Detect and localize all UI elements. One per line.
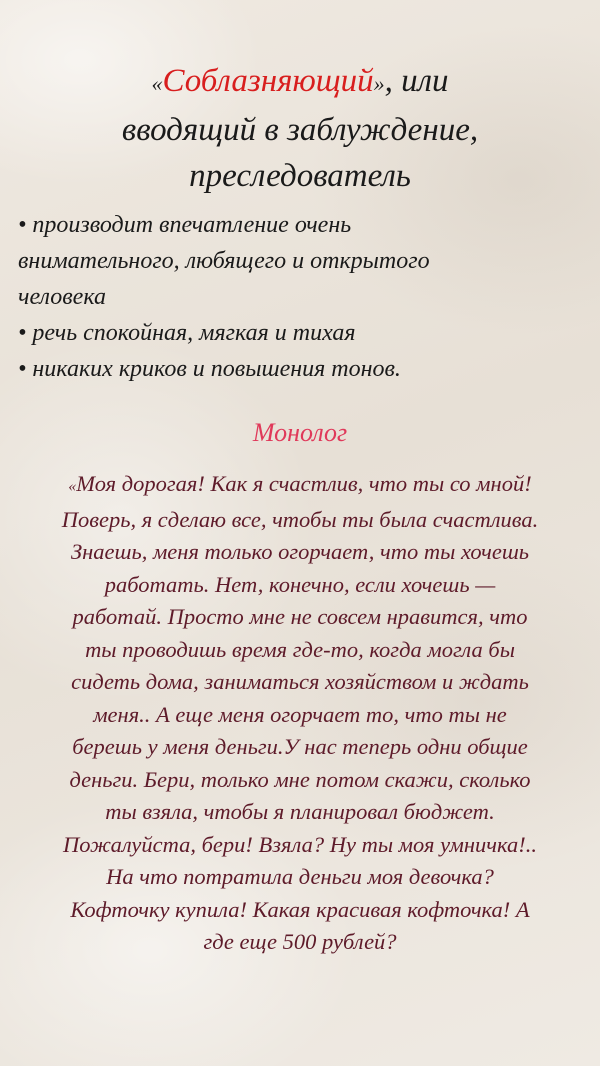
monologue-line: ты взяла, чтобы я планировал бюджет.	[105, 799, 495, 824]
monologue-line: где еще 500 рублей?	[203, 929, 397, 954]
monologue-line: берешь у меня деньги.У нас теперь одни общие	[72, 734, 528, 759]
monologue-line: сидеть дома, заниматься хозяйством и ждать	[71, 669, 529, 694]
monologue-line: Пожалуйста, бери! Взяла? Ну ты моя умничка!..	[63, 831, 537, 857]
bullet-list	[18, 207, 593, 387]
bullet-item	[18, 315, 593, 351]
title-open-quote: «	[151, 71, 163, 96]
bullet-item	[18, 351, 593, 387]
monologue-text	[20, 468, 580, 959]
monologue-line: Знаешь, меня только огорчает, что ты хочешь	[70, 539, 530, 564]
monologue-line-text: Моя дорогая! Как я счастлив, что ты со мной!	[76, 471, 532, 496]
title-close-quote: »	[373, 71, 385, 96]
bullet-line: • никаких криков и повышения тонов.	[18, 356, 401, 382]
bullet-line: внимательного, любящего и открытого	[18, 248, 430, 274]
title-line-1	[60, 58, 540, 107]
monologue-line: На что потратила деньги моя девочка?	[106, 864, 494, 889]
monologue-line: меня.. А еще меня огорчает то, что ты не	[93, 701, 507, 727]
bullet-line: • речь спокойная, мягкая и тихая	[18, 320, 356, 346]
bullet-line: человека	[18, 284, 106, 310]
monologue-line: ты проводишь время где-то, когда могла бы	[85, 636, 515, 662]
monologue-heading: Монолог	[252, 418, 348, 447]
bullet-item	[18, 207, 593, 315]
bullet-line: • производит впечатление очень	[18, 212, 352, 238]
title-highlight: Соблазняющий	[162, 63, 374, 99]
monologue-line: деньги. Бери, только мне потом скажи, сколько	[69, 766, 531, 792]
monologue-open-quote: «	[68, 478, 77, 495]
monologue-line: работать. Нет, конечно, если хочешь —	[104, 571, 496, 597]
slide-title	[60, 58, 540, 199]
title-line-1-rest: , или	[384, 63, 449, 99]
title-line-3: преследователь	[189, 158, 411, 194]
monologue-line: Поверь, я сделаю все, чтобы ты была счастлива.	[61, 506, 539, 532]
monologue-line: работай. Просто мне не совсем нравится, что	[72, 604, 528, 629]
monologue-line: Кофточку купила! Какая красивая кофточка! А	[70, 896, 530, 922]
title-line-2: вводящий в заблуждение,	[121, 112, 479, 148]
monologue-line	[20, 468, 580, 504]
